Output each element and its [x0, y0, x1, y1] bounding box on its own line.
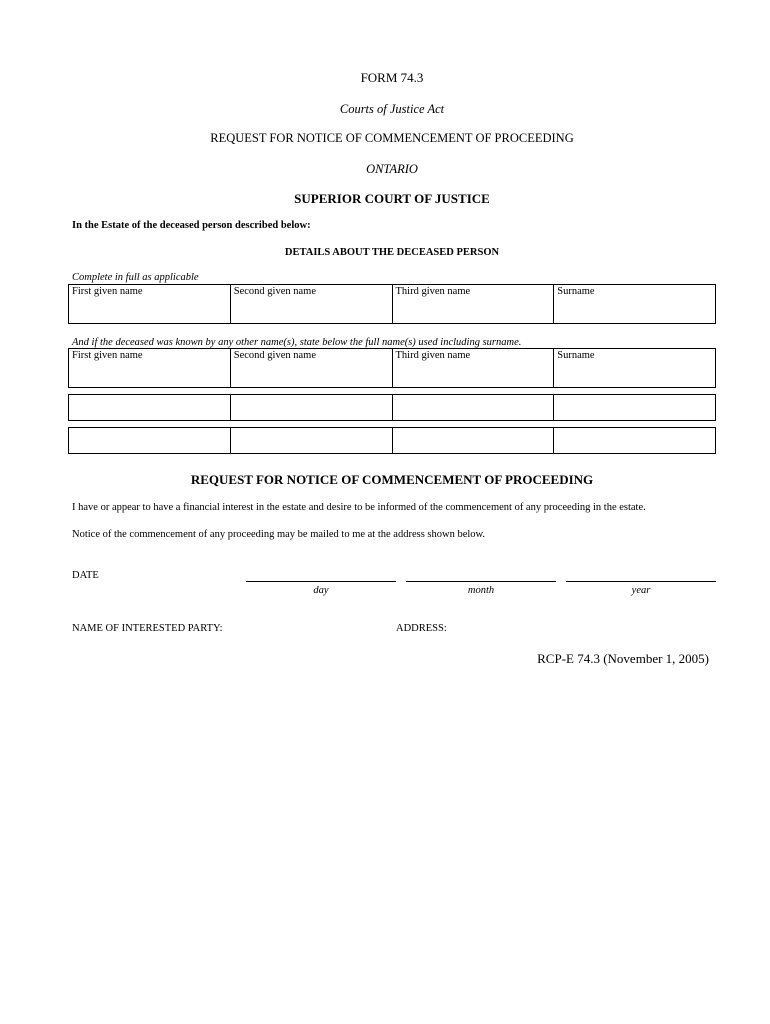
- date-label: DATE: [72, 570, 99, 581]
- mailing-statement: Notice of the commencement of any proceeding may be mailed to me at the address shown below.: [72, 529, 486, 540]
- other-second-given-name-field[interactable]: Second given name: [230, 349, 392, 388]
- province: ONTARIO: [366, 162, 418, 176]
- details-heading: DETAILS ABOUT THE DECEASED PERSON: [284, 247, 500, 258]
- form-title: REQUEST FOR NOTICE OF COMMENCEMENT OF PROCEEDING: [210, 131, 574, 145]
- name-cell[interactable]: [392, 428, 554, 454]
- primary-names-hint: Complete in full as applicable: [72, 272, 199, 283]
- month-line[interactable]: [406, 581, 556, 582]
- day-line[interactable]: [246, 581, 396, 582]
- name-cell[interactable]: [554, 428, 716, 454]
- year-caption: year: [631, 585, 651, 596]
- other-names-table: [68, 348, 716, 388]
- other-third-given-name-field[interactable]: Third given name: [392, 349, 554, 388]
- form-number: FORM 74.3: [360, 70, 424, 85]
- primary-names-table: [68, 284, 716, 324]
- form-code: RCP-E 74.3 (November 1, 2005): [537, 651, 709, 666]
- surname-field[interactable]: Surname: [554, 285, 716, 324]
- name-cell[interactable]: [69, 428, 231, 454]
- other-names-row-2: [68, 394, 716, 421]
- day-caption: day: [313, 585, 329, 596]
- act-name: Courts of Justice Act: [339, 102, 445, 116]
- estate-line: In the Estate of the deceased person described below:: [72, 220, 311, 231]
- court-name: SUPERIOR COURT OF JUSTICE: [294, 191, 490, 206]
- other-names-row-3: [68, 427, 716, 454]
- name-cell[interactable]: [554, 395, 716, 421]
- address-label: ADDRESS:: [396, 623, 447, 634]
- name-cell[interactable]: [230, 395, 392, 421]
- other-surname-field[interactable]: Surname: [554, 349, 716, 388]
- request-section-title: REQUEST FOR NOTICE OF COMMENCEMENT OF PROCEEDING: [190, 472, 594, 487]
- month-caption: month: [467, 585, 495, 596]
- year-line[interactable]: [566, 581, 716, 582]
- name-cell[interactable]: [230, 428, 392, 454]
- third-given-name-field[interactable]: Third given name: [392, 285, 554, 324]
- first-given-name-field[interactable]: First given name: [69, 285, 231, 324]
- interest-statement: I have or appear to have a financial interest in the estate and desire to be informed of the commencement of any proceeding in the estate.: [72, 502, 646, 513]
- other-names-hint: And if the deceased was known by any other name(s), state below the full name(s) used including surname.: [72, 337, 522, 348]
- interested-party-label: NAME OF INTERESTED PARTY:: [72, 623, 223, 634]
- name-cell[interactable]: [69, 395, 231, 421]
- second-given-name-field[interactable]: Second given name: [230, 285, 392, 324]
- other-first-given-name-field[interactable]: First given name: [69, 349, 231, 388]
- name-cell[interactable]: [392, 395, 554, 421]
